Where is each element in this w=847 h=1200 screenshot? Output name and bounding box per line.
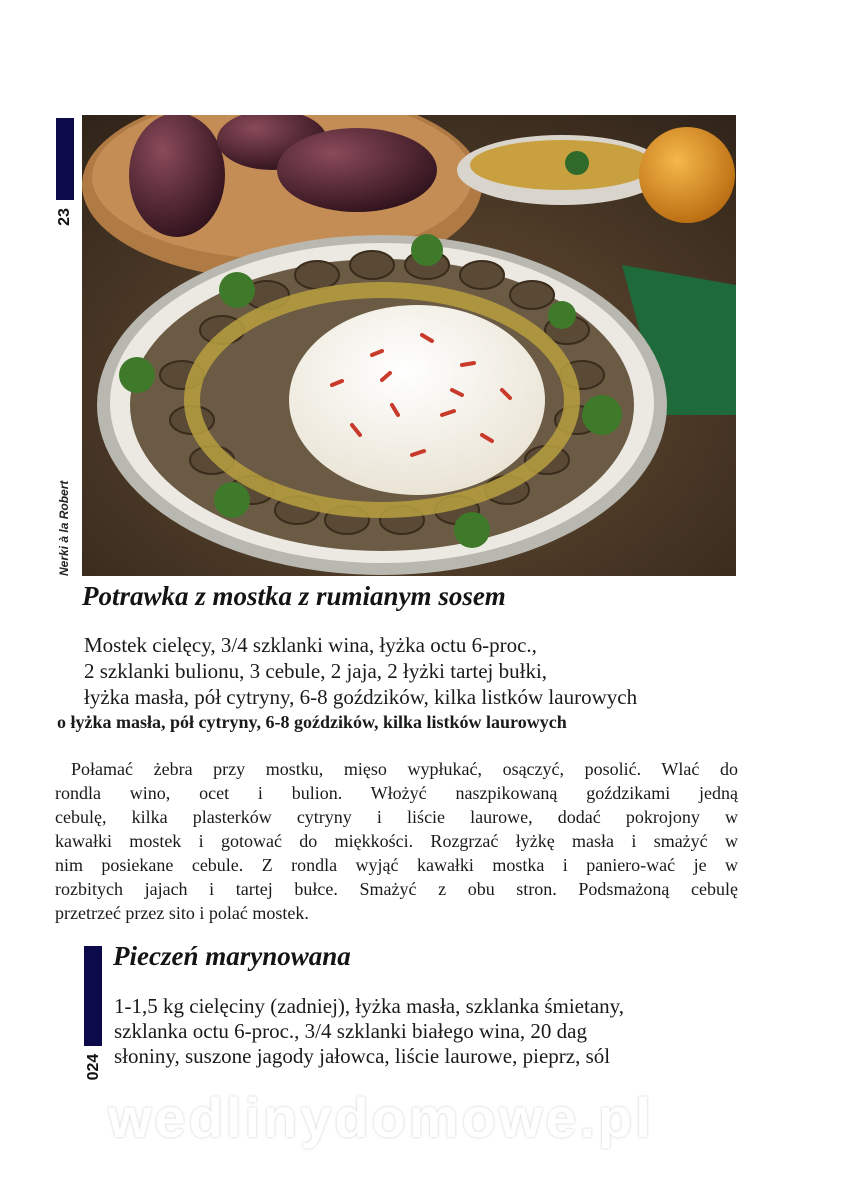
ingredient-line-bold: o łyżka masła, pół cytryny, 6-8 goździków, kilka listków laurowych (57, 712, 567, 732)
margin-color-bar (84, 946, 102, 1046)
photo-caption: Nerki à la Robert (57, 480, 71, 576)
ingredient-line: 1-1,5 kg cielęciny (zadniej), łyżka masła, szklanka śmietany, (114, 994, 625, 1018)
instruction-line: rondla wino, ocet i bulion. Włożyć naszpikowaną goździkami jedną (55, 783, 738, 803)
instruction-line: rozbitych jajach i tartej bułce. Smażyć z obu stron. Podsmażoną cebulę (55, 879, 738, 899)
dish-photo (82, 115, 736, 576)
dish-illustration (82, 115, 736, 576)
ingredient-line: słoniny, suszone jagody jałowca, liście laurowe, pieprz, sól (114, 1044, 611, 1068)
recipe-title: Pieczeń marynowana (113, 941, 351, 971)
instruction-line: kawałki mostek i gotować do miękkości. Rozgrzać łyżkę masła i smażyć w (55, 831, 738, 851)
page-number: 23 (56, 208, 73, 226)
recipe-title: Potrawka z mostka z rumianym sosem (82, 581, 506, 611)
instruction-line: cebulę, kilka plasterków cytryny i liście laurowe, dodać pokrojony w (55, 807, 738, 827)
instruction-line: nim posiekane cebule. Z rondla wyjąć kawałki mostka i paniero-wać je w (55, 855, 738, 875)
ingredient-line: Mostek cielęcy, 3/4 szklanki wina, łyżka octu 6-proc., (84, 633, 537, 657)
ingredient-line: 2 szklanki bulionu, 3 cebule, 2 jaja, 2 łyżki tartej bułki, (84, 659, 548, 683)
margin-color-bar (56, 118, 74, 200)
ingredient-line: łyżka masła, pół cytryny, 6-8 goździków, kilka listków laurowych (84, 685, 638, 709)
recipe-instructions (55, 757, 738, 925)
instruction-line: Połamać żebra przy mostku, mięso wypłukać, osączyć, posolić. Wlać do (71, 759, 738, 779)
watermark: wedlinydomowe.pl (108, 1086, 654, 1149)
page-number: 024 (85, 1053, 102, 1081)
instruction-line: przetrzeć przez sito i polać mostek. (55, 903, 309, 923)
ingredient-line: szklanka octu 6-proc., 3/4 szklanki białego wina, 20 dag (114, 1019, 587, 1043)
